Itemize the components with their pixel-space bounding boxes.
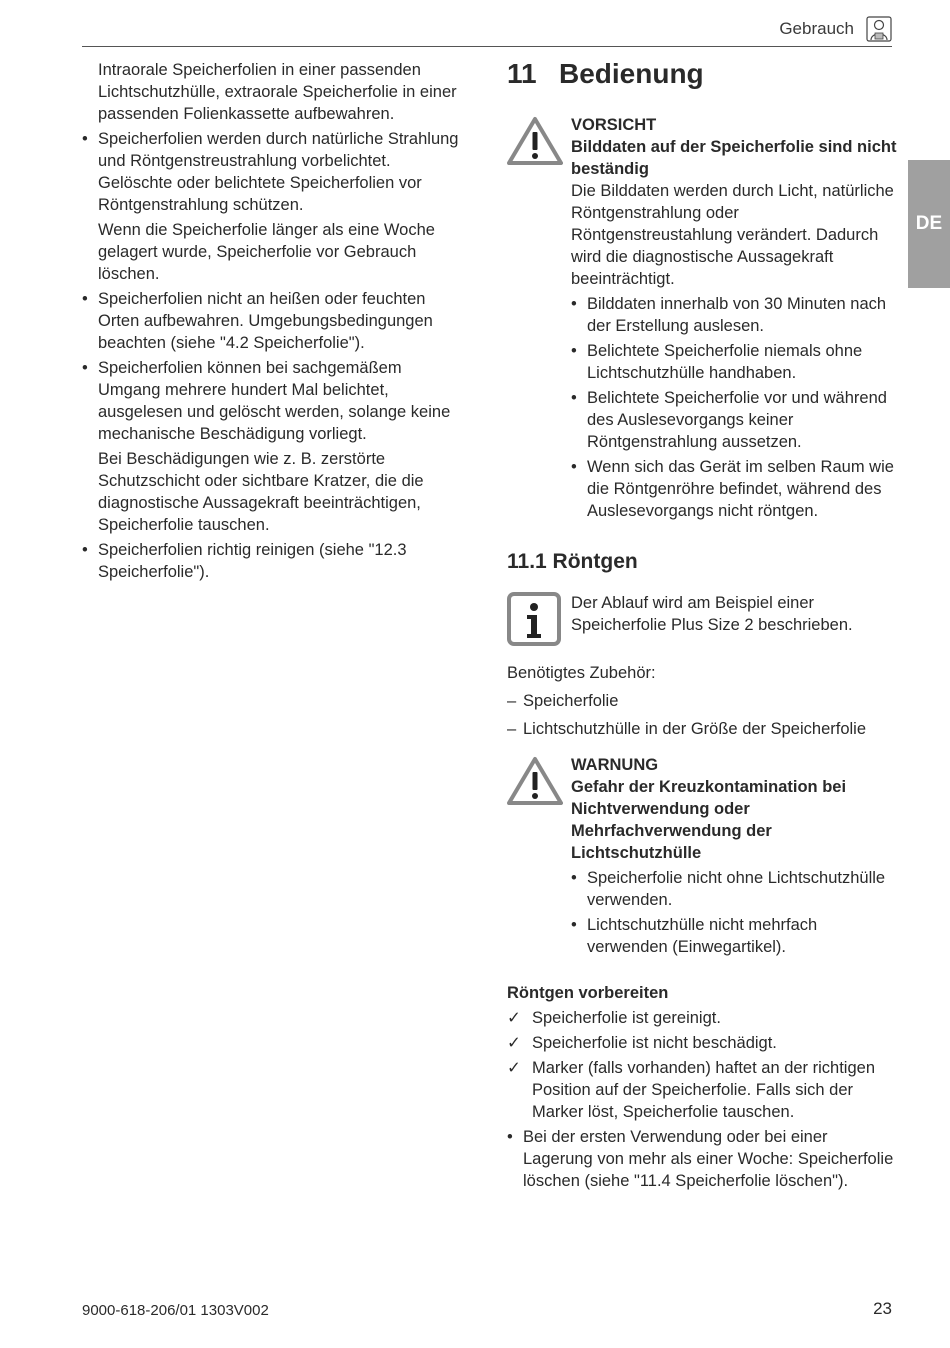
prep-checklist — [507, 1007, 897, 1123]
list-item-text: Speicherfolien können bei sachgemäßem Umgang mehrere hundert Mal belichtet, ausgelesen und gelöscht werden, solange keine mechanische Beschädigung vorliegt. — [98, 359, 451, 443]
info-notice — [507, 592, 897, 648]
list-item: – Lichtschutzhülle in der Größe der Speicherfolie — [507, 718, 897, 740]
right-column — [507, 56, 897, 1192]
list-item — [82, 357, 468, 536]
warning-list — [571, 867, 897, 958]
check-item: ✓ Speicherfolie ist gereinigt. — [507, 1007, 897, 1029]
warning-triangle-icon — [507, 756, 563, 806]
list-item: • Belichtete Speicherfolie vor und während des Auslesevorgangs keiner Röntgenstrahlung aussetzen. — [571, 387, 897, 453]
list-item-note: Bei Beschädigungen wie z. B. zerstörte Schutzschicht oder sichtbare Kratzer, die die diagnostische Aussagekraft beeinträchtigen, Speicherfolie tauschen. — [98, 450, 424, 534]
section-number: 11 — [507, 58, 537, 89]
running-header: Gebrauch — [779, 19, 854, 38]
check-item: ✓ Marker (falls vorhanden) haftet an der richtigen Position auf der Speicherfolie. Falls sich der Marker löst, Speicherfolie tauschen. — [507, 1057, 897, 1123]
list-item — [82, 128, 468, 285]
list-item: – Speicherfolie — [507, 690, 897, 712]
list-item — [82, 539, 468, 583]
caution-subtitle: Bilddaten auf der Speicherfolie sind nicht beständig — [571, 138, 897, 178]
list-item: • Wenn sich das Gerät im selben Raum wie die Röntgenröhre befindet, während des Auslesevorgangs nicht röntgen. — [571, 456, 897, 522]
warning-subtitle: Gefahr der Kreuzkontamination bei Nichtverwendung oder Mehrfachverwendung der Lichtschutzhülle — [571, 778, 847, 862]
language-tab: DE — [908, 160, 950, 288]
prep-heading: Röntgen vorbereiten — [507, 984, 669, 1002]
caution-list — [571, 293, 897, 522]
document-number: 9000-618-206/01 1303V002 — [82, 1302, 269, 1319]
caution-text: Die Bilddaten werden durch Licht, natürliche Röntgenstrahlung oder Röntgenstreustahlung verändert. Dadurch wird die diagnostische Aussagekraft beeinträchtigt. — [571, 182, 894, 288]
subsection-heading: 11.1 Röntgen — [507, 550, 638, 573]
list-item: • Bei der ersten Verwendung oder bei einer Lagerung von mehr als einer Woche: Speicherfolie löschen (siehe "11.4 Speicherfolie löschen"). — [507, 1126, 897, 1192]
intro-text: Intraorale Speicherfolien in einer passenden Lichtschutzhülle, extraorale Speicherfolie in einer passenden Folienkassette aufbewahren. — [98, 61, 457, 123]
prep-bullets — [507, 1126, 897, 1192]
list-item-text: Speicherfolien nicht an heißen oder feuchten Orten aufbewahren. Umgebungsbedingungen beachten (siehe "4.2 Speicherfolie"). — [98, 290, 433, 352]
warning-triangle-icon — [507, 116, 563, 166]
list-item: • Speicherfolie nicht ohne Lichtschutzhülle verwenden. — [571, 867, 897, 911]
page-number: 23 — [873, 1299, 892, 1318]
accessories-label: Benötigtes Zubehör: — [507, 664, 656, 682]
list-item-note: Wenn die Speicherfolie länger als eine Woche gelagert wurde, Speicherfolie vor Gebrauch löschen. — [98, 221, 435, 283]
left-column — [82, 59, 468, 583]
accessories-list — [507, 690, 897, 740]
user-manual-icon — [866, 16, 892, 42]
list-item: • Bilddaten innerhalb von 30 Minuten nach der Erstellung auslesen. — [571, 293, 897, 337]
list-item-text: Speicherfolien werden durch natürliche Strahlung und Röntgenstreustrahlung vorbelichtet. Gelöschte oder belichtete Speicherfolien vor Röntgenstrahlung schützen. — [98, 130, 459, 214]
list-item: • Belichtete Speicherfolie niemals ohne Lichtschutzhülle handhaben. — [571, 340, 897, 384]
warning-title: WARNUNG — [571, 756, 659, 774]
list-item-text: Speicherfolien richtig reinigen (siehe "12.3 Speicherfolie"). — [98, 541, 407, 581]
list-item — [82, 288, 468, 354]
section-heading — [507, 56, 897, 92]
warning-notice — [507, 754, 897, 958]
list-item: • Lichtschutzhülle nicht mehrfach verwenden (Einwegartikel). — [571, 914, 897, 958]
caution-title: VORSICHT — [571, 116, 657, 134]
caution-notice — [507, 114, 897, 522]
info-text: Der Ablauf wird am Beispiel einer Speicherfolie Plus Size 2 beschrieben. — [571, 594, 853, 634]
info-icon — [507, 592, 561, 646]
section-title: Bedienung — [559, 58, 704, 89]
check-item: ✓ Speicherfolie ist nicht beschädigt. — [507, 1032, 897, 1054]
header-rule — [82, 46, 892, 47]
storage-list — [82, 128, 468, 583]
